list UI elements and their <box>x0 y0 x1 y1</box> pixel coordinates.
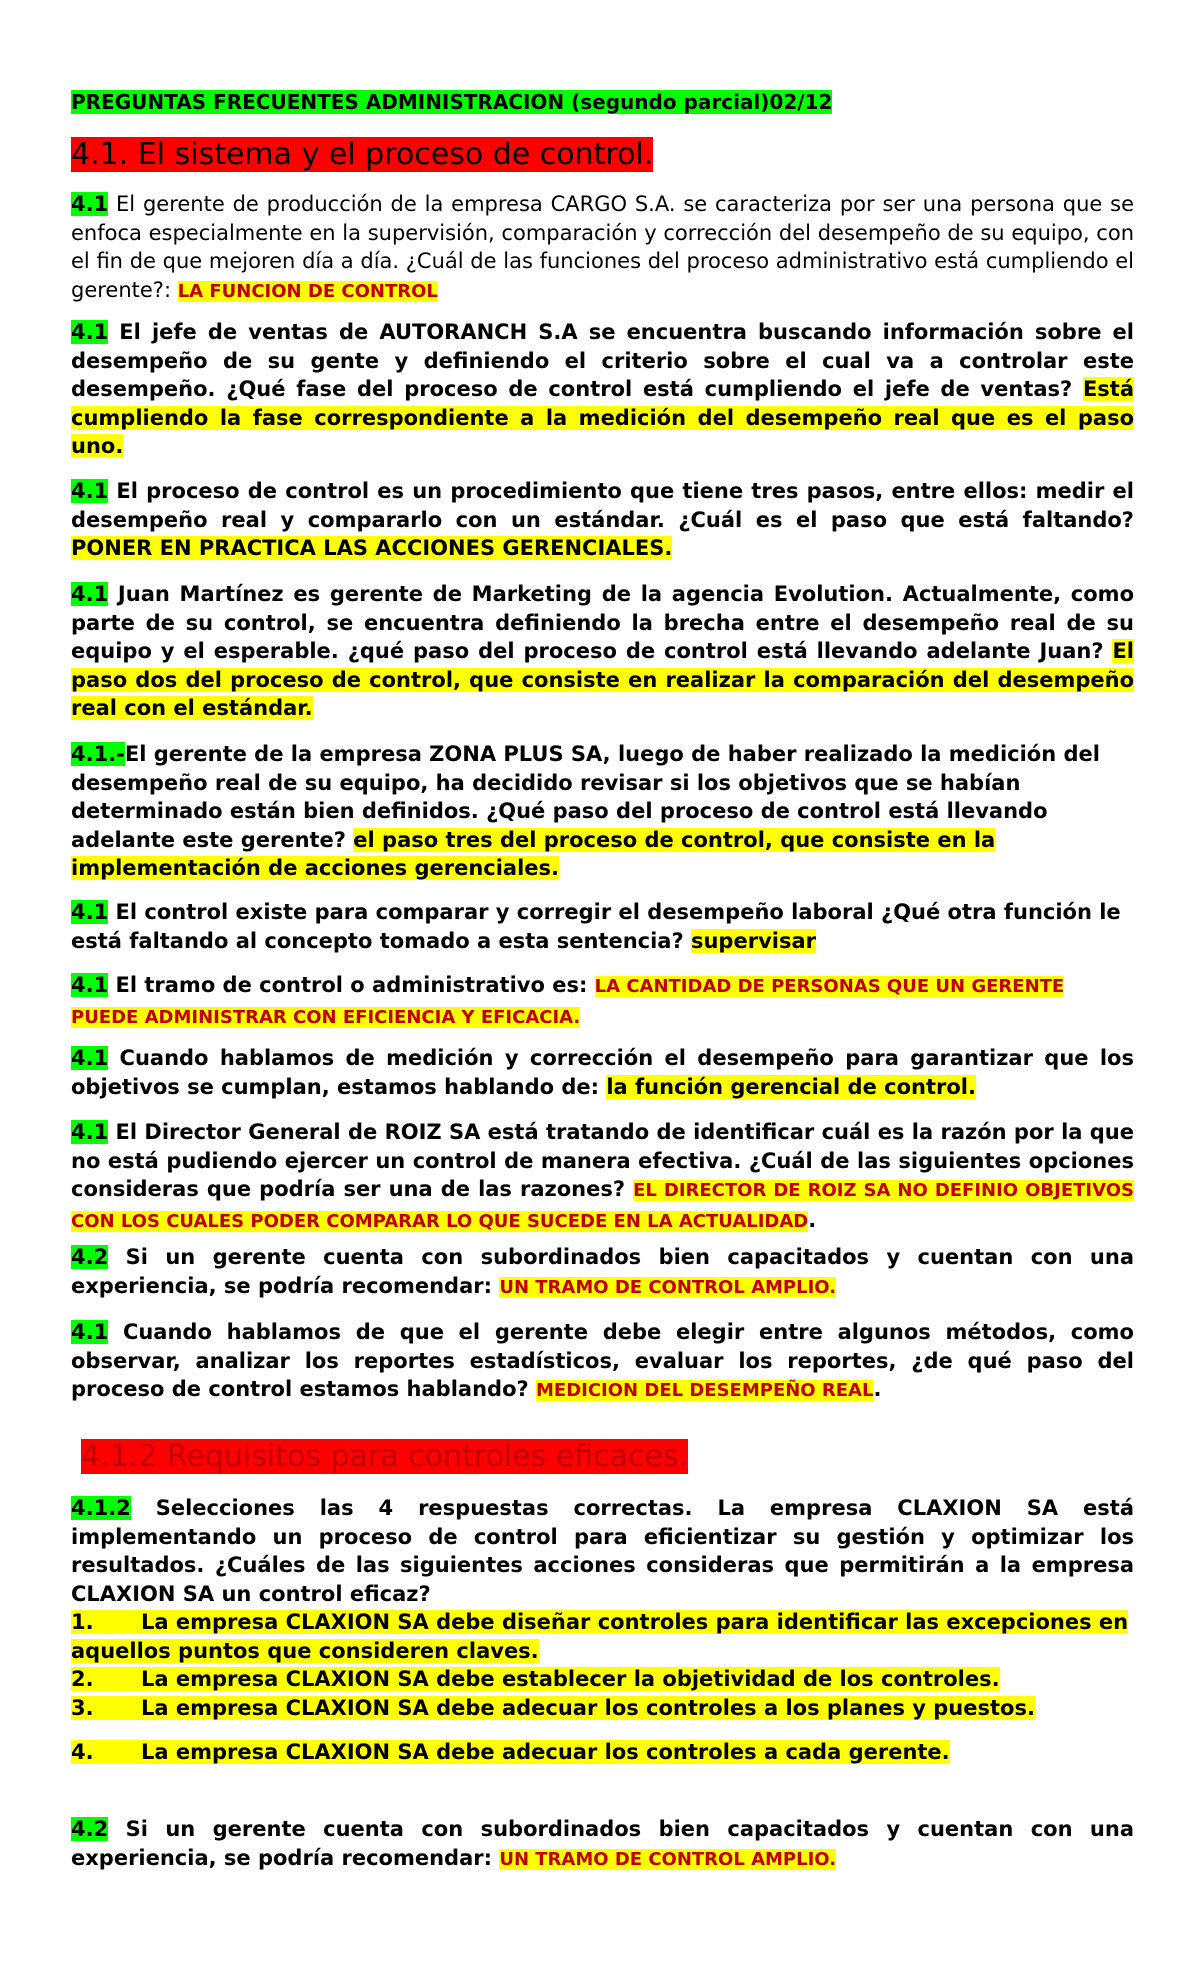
list-item: 2. La empresa CLAXION SA debe establecer la objetividad de los controles. <box>71 1667 1000 1691</box>
document-title: PREGUNTAS FRECUENTES ADMINISTRACION (segundo parcial)02/12 <box>71 90 833 114</box>
answer-highlight: supervisar <box>690 928 816 953</box>
answer-highlight: El paso dos del proceso de control, que consiste en realizar la comparación del desempeño real con el estándar. <box>71 639 1134 720</box>
question-8: 4.1 Cuando hablamos de medición y corrección el desempeño para garantizar que los objetivos se cumplan, estamos hablando de: la función gerencial de control. <box>71 1046 1134 1099</box>
list-item: 3. La empresa CLAXION SA debe adecuar los controles a los planes y puestos. <box>71 1695 1035 1720</box>
question-6: 4.1 El control existe para comparar y corregir el desempeño laboral ¿Qué otra función le está faltando al concepto tomado a esta sentencia? supervisar <box>71 900 1121 953</box>
answer-highlight: MEDICION DEL DESEMPEÑO REAL <box>535 1380 874 1401</box>
question-tag: 4.1 <box>71 192 109 216</box>
answer-highlight: LA FUNCION DE CONTROL <box>177 280 438 302</box>
answer-highlight: UN TRAMO DE CONTROL AMPLIO. <box>499 1848 837 1870</box>
question-3: 4.1 El proceso de control es un procedimiento que tiene tres pasos, entre ellos: medir el desempeño real y compararlo con un estándar. ¿Cuál es el paso que está faltando? PONER EN PRACTICA LAS ACCIONES GERENCIALES. <box>71 479 1134 560</box>
section-heading-4-1-2: 4.1.2 Requisitos para controles eficaces. <box>81 1439 689 1474</box>
answer-highlight: EL DIRECTOR DE ROIZ SA NO DEFINIO OBJETIVOS CON LOS CUALES PODER COMPARAR LO QUE SUCEDE EN LA ACTUALIDAD <box>71 1180 1134 1232</box>
question-10: 4.2 Si un gerente cuenta con subordinados bien capacitados y cuentan con una experiencia, se podría recomendar: UN TRAMO DE CONTROL AMPLIO. <box>71 1245 1134 1298</box>
question-11: 4.1 Cuando hablamos de que el gerente debe elegir entre algunos métodos, como observar, analizar los reportes estadísticos, evaluar los reportes, ¿de qué paso del proceso de control estamos hablando? MEDICION DEL DESEMPEÑO REAL. <box>71 1320 1134 1401</box>
section-heading-4-1: 4.1. El sistema y el proceso de control. <box>71 137 654 172</box>
options-list <box>71 1608 1134 1722</box>
answer-highlight: LA CANTIDAD DE PERSONAS QUE UN GERENTE PUEDE ADMINISTRAR CON EFICIENCIA Y EFICACIA. <box>71 976 1065 1028</box>
options-list-item-4 <box>71 1738 1134 1767</box>
question-2: 4.1 El jefe de ventas de AUTORANCH S.A se encuentra buscando información sobre el desempeño de su gente y definiendo el criterio sobre el cual va a controlar este desempeño. ¿Qué fase del proceso de control está cumpliendo el jefe de ventas? Está cumpliendo la fase correspondiente a la medición del desempeño real que es el paso uno. <box>71 320 1134 458</box>
question-5: 4.1.-El gerente de la empresa ZONA PLUS SA, luego de haber realizado la medición del desempeño real de su equipo, ha decidido revisar si los objetivos que se habían determinado están bien definidos. ¿Qué paso del proceso de control está llevando adelante este gerente? el paso tres del proceso de control, que consiste en la implementación de acciones gerenciales. <box>71 742 1100 880</box>
answer-highlight: UN TRAMO DE CONTROL AMPLIO. <box>499 1276 837 1298</box>
answer-highlight: Está cumpliendo la fase correspondiente a la medición del desempeño real que es el paso uno. <box>71 377 1134 458</box>
question-text: El gerente de producción de la empresa CARGO S.A. se caracteriza por ser una persona que se enfoca especialmente en la supervisión, comparación y corrección del desempeño de su equipo, con el fin de que mejoren día a día. ¿Cuál de las funciones del proceso administrativo está cumpliendo el gerente?: <box>71 192 1134 302</box>
list-item: 1. La empresa CLAXION SA debe diseñar controles para identificar las excepciones en aquellos puntos que consideren claves. <box>71 1610 1129 1663</box>
question-4: 4.1 Juan Martínez es gerente de Marketing de la agencia Evolution. Actualmente, como parte de su control, se encuentra definiendo la brecha entre el desempeño real de su equipo y el esperable. ¿qué paso del proceso de control está llevando adelante Juan? El paso dos del proceso de control, que consiste en realizar la comparación del desempeño real con el estándar. <box>71 582 1134 720</box>
answer-highlight: la función gerencial de control. <box>606 1074 976 1099</box>
question-7: 4.1 El tramo de control o administrativo es: LA CANTIDAD DE PERSONAS QUE UN GERENTE PUEDE ADMINISTRAR CON EFICIENCIA Y EFICACIA. <box>71 973 1065 1028</box>
question-4-1-2: 4.1.2 Selecciones las 4 respuestas correctas. La empresa CLAXION SA está implementando un proceso de control para eficientizar su gestión y optimizar los resultados. ¿Cuáles de las siguientes acciones consideras que permitirán a la empresa CLAXION SA un control eficaz? <box>71 1496 1134 1606</box>
answer-highlight: PONER EN PRACTICA LAS ACCIONES GERENCIALES. <box>71 536 673 560</box>
answer-highlight: el paso tres del proceso de control, que consiste en la implementación de acciones gerenciales. <box>71 827 996 880</box>
question-last: 4.2 Si un gerente cuenta con subordinados bien capacitados y cuentan con una experiencia, se podría recomendar: UN TRAMO DE CONTROL AMPLIO. <box>71 1817 1134 1870</box>
question-1 <box>71 190 1134 306</box>
question-9: 4.1 El Director General de ROIZ SA está tratando de identificar cuál es la razón por la que no está pudiendo ejercer un control de manera efectiva. ¿Cuál de las siguientes opciones consideras que podría ser una de las razones? EL DIRECTOR DE ROIZ SA NO DEFINIO OBJETIVOS CON LOS CUALES PODER COMPARAR LO QUE SUCEDE EN LA ACTUALIDAD. <box>71 1120 1134 1232</box>
list-item: 4. La empresa CLAXION SA debe adecuar los controles a cada gerente. <box>71 1740 950 1764</box>
